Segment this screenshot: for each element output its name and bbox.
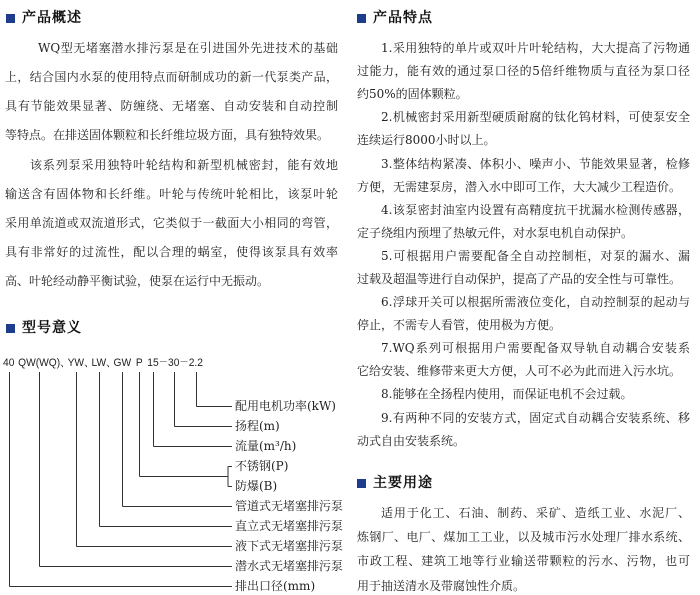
application-line: 适用于化工、石油、制药、采矿、造纸工业、水泥厂、 xyxy=(381,506,690,520)
model-heading: 型号意义 xyxy=(22,320,82,336)
overview-line: 具有节能效果显著、防缠绕、无堵塞、自动安装和自动控制 xyxy=(5,99,338,113)
feature-line: 方便，无需建泵房，潜入水中即可工作，大大减少工程造价。 xyxy=(357,180,682,194)
feature-line: 过能力，能有效的通过泵口径的5倍纤维物质与直径为泵口径 xyxy=(357,64,690,78)
model-label-pipeline: 管道式无堵塞排污泵 xyxy=(235,499,344,513)
feature-line: 连续运行8000小时以上。 xyxy=(357,133,496,147)
overview-line: 高、叶轮经动静平衡试验，使泵在运行中无振动。 xyxy=(5,274,270,288)
feature-line: 停止，不需专人看管，使用极为方便。 xyxy=(357,318,562,332)
application-line: 市政工程、建筑工地等行业输送带颗粒的污水、污物，也可 xyxy=(357,554,690,568)
overview-line: 具有非常好的过流性，配以合理的蜗室，使得该泵具有效率 xyxy=(5,245,338,259)
overview-heading: 产品概述 xyxy=(22,10,82,26)
code-separator: 、 xyxy=(106,357,117,369)
feature-line: 过载及超温等进行自动保护，提高了产品的安全性与可靠性。 xyxy=(357,272,682,286)
feature-line: 4.该泵密封油室内设置有高精度抗干扰漏水检测传感器， xyxy=(381,203,690,217)
feature-line: 1.采用独特的单片或双叶片叶轮结构，大大提高了污物通 xyxy=(381,41,690,55)
code-dash: － xyxy=(179,357,189,368)
model-bullet-icon xyxy=(6,324,15,333)
applications-bullet-icon xyxy=(357,479,366,488)
overview-line: 采用单流道或双流道形式，它类似于一截面大小相同的弯管， xyxy=(5,216,338,230)
code-type-qw: QW(WQ) xyxy=(18,357,61,369)
model-label-power: 配用电机功率(kW) xyxy=(235,399,336,413)
features-heading: 产品特点 xyxy=(373,10,433,26)
model-label-submersible: 潜水式无堵塞排污泵 xyxy=(235,559,344,573)
overview-line: 等特点。在排送固体颗粒和长纤维垃圾方面，具有独特效果。 xyxy=(5,128,330,142)
model-code xyxy=(3,355,203,371)
code-flow: 15 xyxy=(147,357,159,369)
application-line: 用于抽送清水及带腐蚀性介质。 xyxy=(357,579,526,593)
overview-bullet-icon xyxy=(6,14,15,23)
feature-line: 动式自由安装系统。 xyxy=(357,434,466,448)
feature-line: 9.有两种不同的安装方式，固定式自动耦合安装系统、移 xyxy=(381,411,690,425)
overview-line: 输送含有固体物和长纤维。叶轮与传统叶轮相比，该泵叶轮 xyxy=(5,187,338,201)
model-label-outlet: 排出口径(mm) xyxy=(235,579,316,593)
model-label-explosion: 防爆(B) xyxy=(235,479,278,493)
applications-heading: 主要用途 xyxy=(373,475,433,491)
code-material: P xyxy=(135,357,143,369)
code-dash: － xyxy=(158,357,169,368)
overview-line: 该系列泵采用独特叶轮结构和新型机械密封，能有效地 xyxy=(30,158,338,172)
overview-line: WQ型无堵塞潜水排污泵是在引进国外先进技术的基础 xyxy=(38,41,338,55)
feature-line: 约50%的固体颗粒。 xyxy=(357,87,468,101)
features-bullet-icon xyxy=(357,14,366,23)
code-type-gw: GW xyxy=(113,357,132,369)
code-type-yw: YW xyxy=(67,357,85,369)
feature-line: 定子绕组内预埋了热敏元件，对水泵电机自动保护。 xyxy=(357,226,634,240)
feature-line: 7.WQ系列可根据用户需要配备双导轨自动耦合安装系 xyxy=(381,341,690,355)
feature-line: 5.可根据用户需要配备全自动控制柜，对泵的漏水、漏 xyxy=(381,249,690,263)
feature-line: 8.能够在全扬程内使用，而保证电机不会过载。 xyxy=(381,387,633,401)
feature-line: 6.浮球开关可以根据所需液位变化，自动控制泵的起动与 xyxy=(381,295,690,309)
feature-line: 2.机械密封采用新型硬质耐腐的钛化钨材料，可使泵安全 xyxy=(381,110,690,124)
model-label-head: 扬程(m) xyxy=(235,419,280,433)
feature-line: 它给安装、维修带来更大方便，人可不必为此而进入污水坑。 xyxy=(357,364,682,378)
code-separator: 、 xyxy=(60,357,71,369)
code-outlet-size: 40 xyxy=(3,357,15,369)
model-label-stainless: 不锈钢(P) xyxy=(235,459,289,473)
feature-line: 3.整体结构紧凑、体积小、噪声小、节能效果显著，检修 xyxy=(381,157,690,171)
code-type-lw: LW xyxy=(91,357,107,369)
model-label-submerged: 液下式无堵塞排污泵 xyxy=(235,539,344,553)
code-separator: 、 xyxy=(84,357,95,369)
code-head: 30 xyxy=(168,357,180,369)
overview-line: 上，结合国内水泵的使用特点而研制成功的新一代泵类产品， xyxy=(5,70,338,84)
model-label-vertical: 直立式无堵塞排污泵 xyxy=(235,519,344,533)
model-label-flow: 流量(m³/h) xyxy=(235,439,297,453)
code-power: 2.2 xyxy=(188,357,203,369)
application-line: 炼钢厂、电厂、煤加工工业，以及城市污水处理厂排水系统、 xyxy=(357,530,690,544)
